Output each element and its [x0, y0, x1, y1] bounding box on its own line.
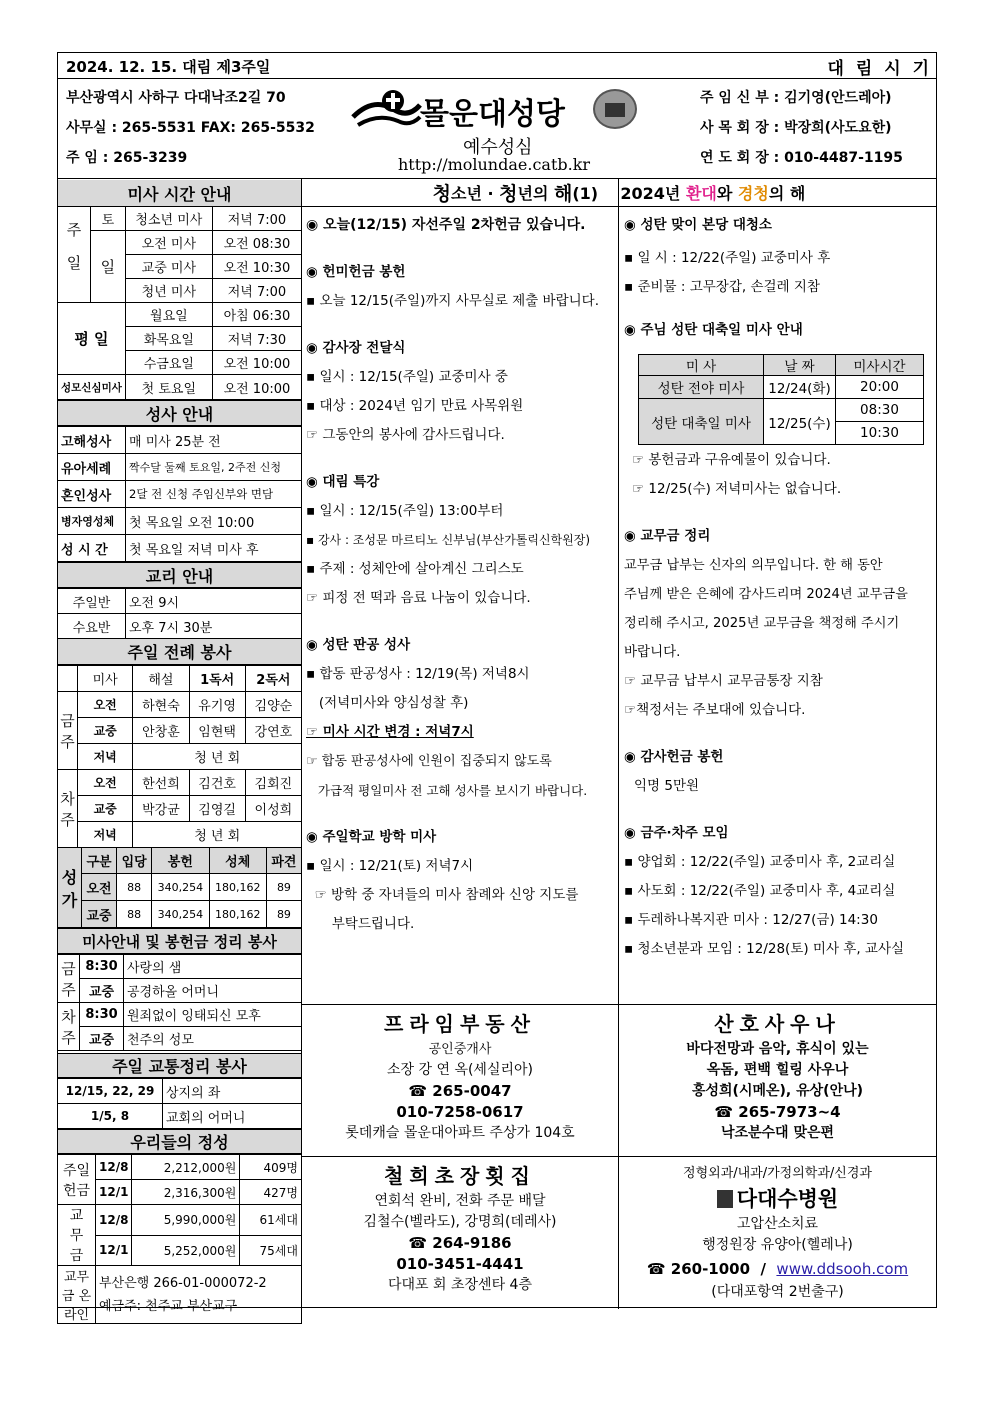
sunday-label: 주일 [58, 207, 91, 303]
header-contact [66, 83, 336, 173]
traffic-table: 12/15, 22, 29 상지의 좌 1/5, 8 교회의 어머니 [57, 1078, 302, 1129]
church-building-icon [593, 89, 637, 129]
sacraments-title: 성사 안내 [58, 400, 301, 426]
christmas-notes: ☞ 봉헌금과 구유예물이 있습니다. ☞ 12/25(수) 저녁미사는 없습니다. [632, 452, 842, 497]
notice-cleaning: ◉ 성탄 맞이 본당 대청소 [624, 217, 772, 233]
ad-cheolhui-sashimi: 철희초장횟집 연회석 완비, 전화 주문 배달 김철수(벨라도), 강명희(데레사) ☎ 264-9186 010-3451-4441 다대포 회 초장센타 4층 [363, 1164, 557, 1293]
hospital-website-link[interactable]: www.ddsooh.com [776, 1260, 909, 1278]
liturgical-season: 대 림 시 기 [827, 59, 932, 79]
offering-table: 주일헌금 12/8 2,212,000원 409명 12/1 2,316,300원 427명 교무금 12/8 5,990,000원 61세대 12/1 5,252,000원 75세대 교무금 온라인 부산은행 266-01-000072-2 예금주: 천주교 부산교구 [57, 1154, 302, 1324]
mass-times-title: 미사 시간 안내 [58, 180, 301, 207]
church-name: 몰운대성당 [420, 97, 565, 132]
website-link[interactable]: http://molundae.catb.kr [398, 155, 591, 174]
christmas-mass-table: 미 사 날 짜 미사시간 성탄 전야 미사 12/24(화) 20:00 성탄 대축일 미사 12/25(수) 08:30 10:30 [638, 354, 924, 445]
church-logo-block [348, 83, 648, 175]
offering-title: 우리들의 정성 [58, 1129, 301, 1154]
church-logo-icon [348, 87, 423, 132]
right-notices: ◉ 성탄 맞이 본당 대청소 ▪ 일 시 : 12/22(주일) 교중미사 후 ▪ 준비물 : 고무장갑, 손걸레 지참 ◉ 주님 성탄 대축일 미사 안내 [624, 211, 934, 345]
header-staff [700, 83, 936, 173]
top-bar [58, 53, 936, 79]
sacraments-table: 고해성사 매 미사 25분 전 유아세례 짝수달 둘째 토요일, 2주전 신청 혼인성사 2달 전 신청 주임신부와 면담 병자영성체 첫 목요일 오전 10:00 성 시 간 첫 목요일 저녁 미사 후 [57, 426, 302, 562]
patron: 예수성심 [463, 137, 533, 158]
notice-confession: ◉ 성탄 판공 성사 [306, 637, 411, 653]
bulletin-page [57, 52, 937, 1323]
legion-chair: 연 도 회 장 : 010-4487-1195 [700, 150, 903, 166]
ad-prime-realestate: 프라임부동산 공인중개사 소장 강 연 옥(세실리아) ☎ 265-0047 010-7258-0617 롯데캐슬 몰운대아파트 주상가 104호 [345, 1012, 575, 1141]
ad-sanho-sauna: 산호사우나 바다전망과 음악, 휴식이 있는 옥돔, 편백 힐링 사우나 홍성희(시메온), 유상(안나) ☎ 265-7973~4 낙조분수대 맞은편 [686, 1012, 869, 1141]
notice-rice-offering: ◉ 헌미헌금 봉헌 [306, 264, 406, 280]
notice-thanks-offering: ◉ 감사헌금 봉헌 [624, 749, 724, 765]
hospital-name: 다대수병원 [619, 1184, 936, 1214]
resident-phone: 주 임 : 265-3239 [66, 150, 188, 166]
address: 부산광역시 사하구 다대낙조2길 70 [66, 90, 286, 106]
guide-title: 미사안내 및 봉헌금 정리 봉사 [58, 928, 301, 954]
notice-sunday-school: ◉ 주일학교 방학 미사 [306, 829, 437, 845]
traffic-title: 주일 교통정리 봉사 [58, 1053, 301, 1078]
hospital-logo-icon [717, 1190, 733, 1208]
catechism-table: 주일반 오전 9시 수요반 오후 7시 30분 [57, 588, 302, 639]
council-chair: 사 목 회 장 : 박장희(사도요한) [700, 120, 892, 136]
ad-dadaesu-hospital: 정형외과/내과/가정의학과/신경과 다대수병원 고압산소치료 행정원장 유양아(헬레나) ☎ 260-1000 / www.ddsooh.com (다대포항역 2번출구) [619, 1163, 936, 1303]
year-banner: 청 소년 · 청 년의 해 (1) 2024년 환대 와 경청 의 해 [302, 179, 936, 207]
right-notices-2: ◉ 교무금 정리 교무금 납부는 신자의 의무입니다. 한 해 동안 주님께 받은 은혜에 감사드리며 2024년 교무금을 정리해 주시고, 2025년 교무금을 책정해 주시기 바랍니다. ☞ 교무금 납부시 교무금통장 지참 ☞책정서는 주보대에 있습니다. ◉ 감사헌금 봉헌 익명 5만원 ◉ 금주·차주 모임 ▪ 양업회 : 12/22(주일) 교중미사 후, 2교리실 ▪ 사도회 : 12/22(주일) 교중미사 후, 4교리실 ▪ 두레하나복지관 미사 : 12/27(금) 14:30 ▪ 청소년분과 모임 : 12/28(토) 미사 후, 교사실 [624, 522, 934, 964]
choir-table: 성가 구분 입당 봉헌 성체 파견 오전 88 340,254 180,162 89 교중 88 340,254 180,162 89 [57, 847, 302, 928]
mass-times-table: 주일 토 청소년 미사 저녁 7:00 일 오전 미사 오전 08:30 교중 미사 오전 10:30 청년 미사 저녁 7:00 평 일 월요일 아침 06:30 화목요일 저녁 7:30 수금요일 오전 10:00 성모신심미사 첫 토요일 오전 10:00 [57, 206, 302, 400]
notice-christmas-mass: ◉ 주님 성탄 대축일 미사 안내 [624, 322, 803, 338]
notice-advent-lecture: ◉ 대림 특강 [306, 474, 380, 490]
guide-table: 금주 8:30 사랑의 샘 교중 공경하올 어머니 차주 8:30 원죄없이 잉태되신 모후 교중 천주의 성모 [57, 954, 302, 1051]
notice-tithe: ◉ 교무금 정리 [624, 528, 711, 544]
notice-meetings: ◉ 금주·차주 모임 [624, 825, 729, 841]
notice-charity: ◉ 오늘(12/15) 자선주일 2차헌금 있습니다. [306, 217, 586, 233]
liturgy-table: 미사 해설 1독서 2독서 금주 오전 하현숙 유기영 김양순 교중 안창훈 임현택 강연호 저녁 청 년 회 차주 오전 한선희 김건호 김회진 교중 박강균 김영길 이성희 저녁 청 년 회 [57, 665, 302, 848]
issue-date: 2024. 12. 15. 대림 제3주일 [66, 58, 271, 76]
notice-thanks: ◉ 감사장 전달식 [306, 340, 406, 356]
middle-notices: ◉ 오늘(12/15) 자선주일 2차헌금 있습니다. ◉ 헌미헌금 봉헌 ▪ 오늘 12/15(주일)까지 사무실로 제출 바랍니다. ◉ 감사장 전달식 ▪ 일시 : 12/15(주일) 교중미사 중 ▪ 대상 : 2024년 임기 만료 사목위원 ☞ 그동안의 봉사에 감사드립니다. ◉ 대림 특강 ▪ 일시 : 12/15(주일) 13:00부터 ▪ 강사 : 조성문 마르티노 신부님(부산가톨릭신학원장) ▪ 주제 : 성체안에 살아계신 그리스도 ☞ 피정 전 떡과 음료 나눔이 있습니다. ◉ 성탄 판공 성사 ▪ 합동 판공성사 : 12/19(목) 저녁8시 (저녁미사와 양심성찰 후) ☞ 미사 시간 변경 : 저녁7시 ☞ 합동 판공성사에 인원이 집중되지 않도록 가급적 평일미사 전 고해 성사를 보시기 바랍니다. ◉ 주일학교 방학 미사 ▪ 일시 : 12/21(토) 저녁7시 ☞ 방학 중 자녀들의 미사 참례와 신앙 지도를 부탁드립니다. [306, 211, 616, 939]
office-phone: 사무실 : 265-5531 FAX: 265-5532 [66, 120, 315, 136]
catechism-title: 교리 안내 [58, 562, 301, 588]
liturgy-title: 주일 전례 봉사 [58, 638, 301, 665]
pastor: 주 임 신 부 : 김기영(안드레아) [700, 90, 892, 106]
